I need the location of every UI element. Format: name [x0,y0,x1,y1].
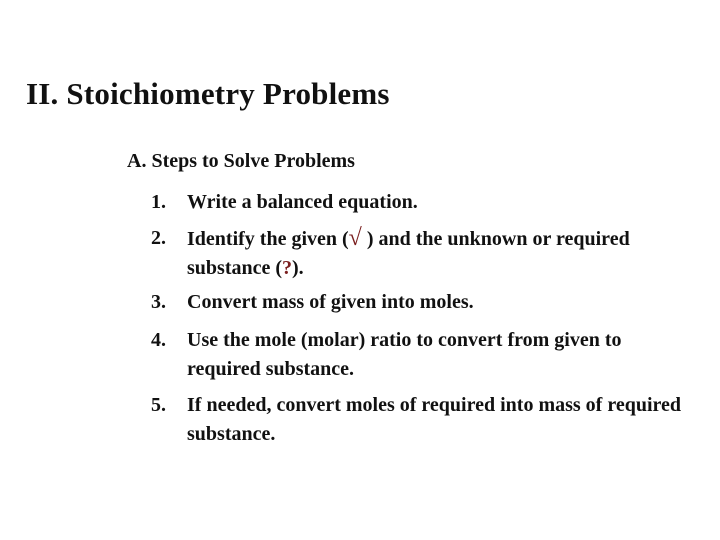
section-heading: A. Steps to Solve Problems [127,150,355,172]
step-text-part: ) and the unknown or required substance ( [187,228,630,279]
step-text: If needed, convert moles of required into mass of required substance. [187,394,682,445]
step-text: Write a balanced equation. [187,191,418,213]
step-text: Use the mole (molar) ratio to convert from given to required substance. [187,329,622,380]
step-text-part: Identify the given ( [187,228,349,250]
step-number: 2. [151,227,166,249]
step-4 [151,326,691,384]
check-mark-icon: √ [348,225,362,251]
step-text [187,224,691,283]
step-number: 5. [151,394,166,416]
step-number: 4. [151,329,166,351]
step-3 [151,288,474,317]
step-1 [151,188,418,217]
step-text-part: ). [292,257,304,279]
step-text: Convert mass of given into moles. [187,291,474,313]
step-number: 1. [151,191,166,213]
question-mark-symbol: ? [282,257,293,279]
step-2 [151,224,691,283]
step-5 [151,391,691,449]
step-number: 3. [151,291,166,313]
slide-title: II. Stoichiometry Problems [26,76,390,111]
